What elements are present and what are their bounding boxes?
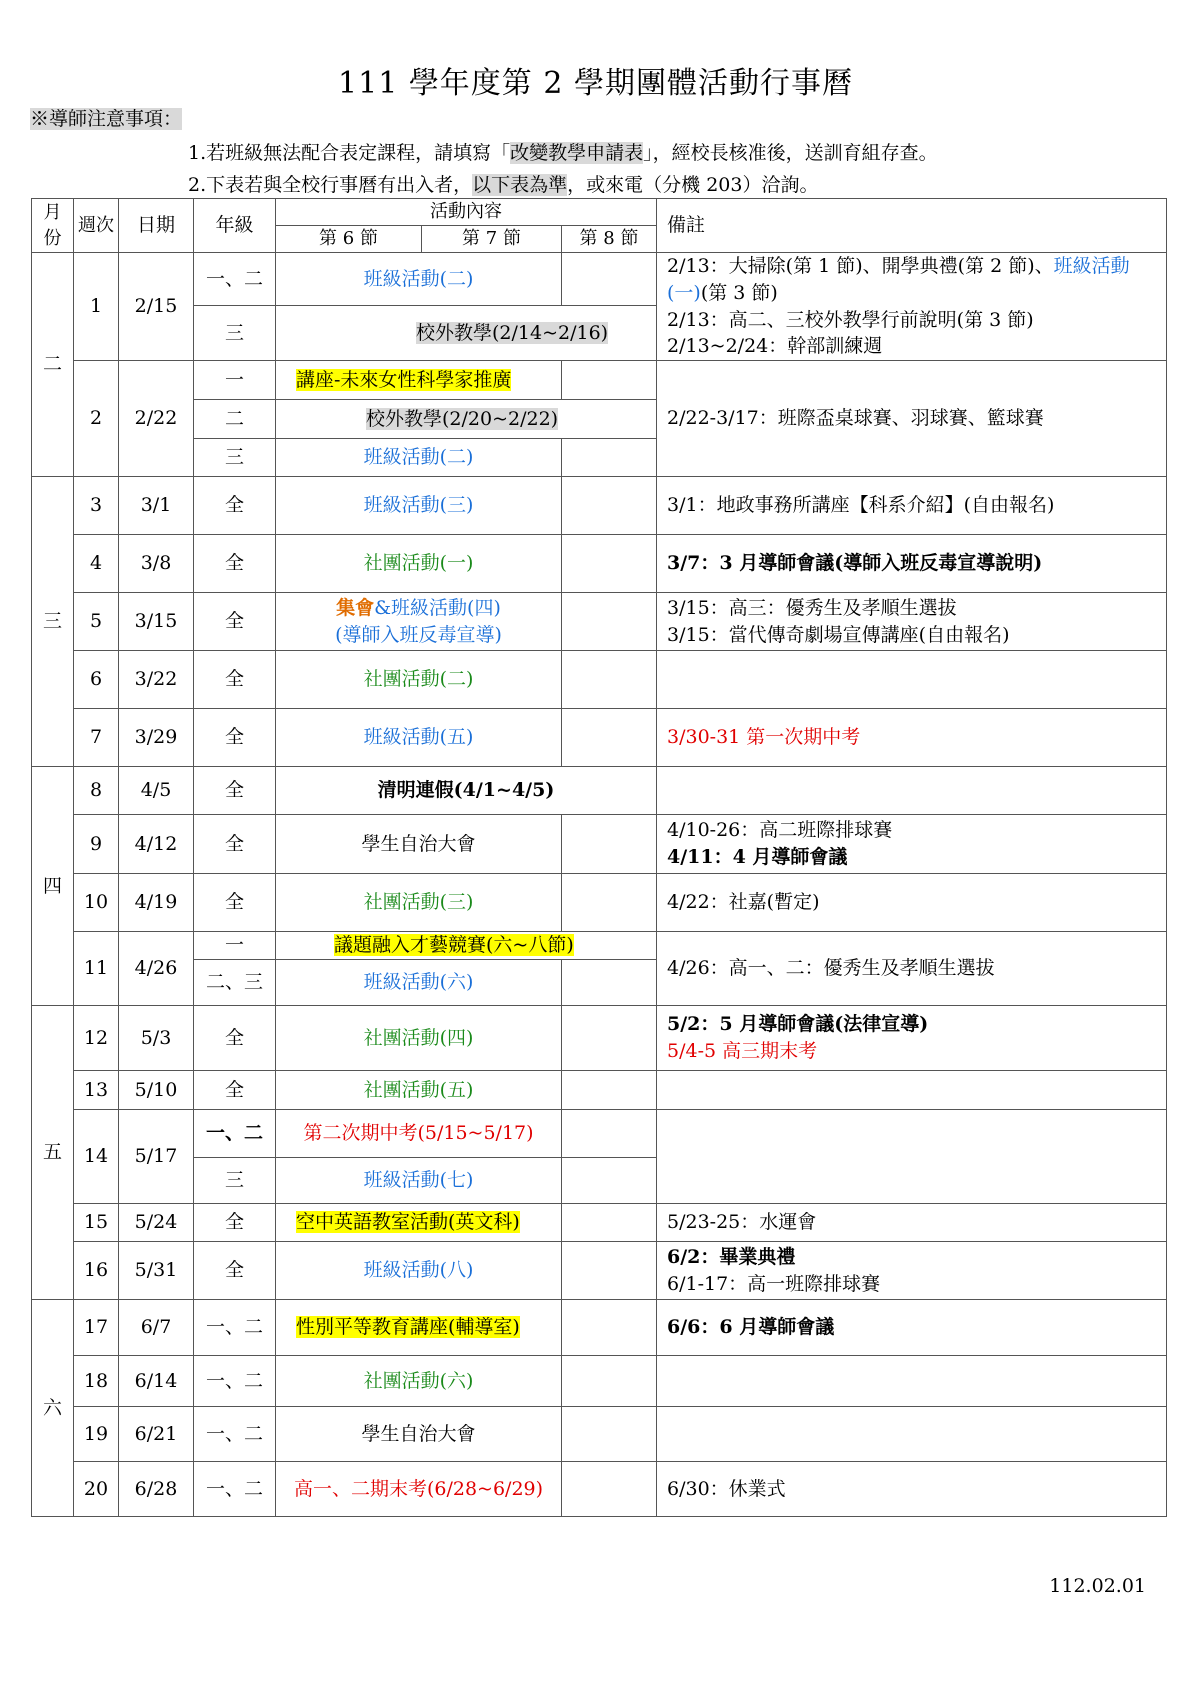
grade-cell: 三	[194, 1158, 276, 1204]
activity-text: 講座-未來女性科學家推廣	[296, 368, 512, 391]
grade-cell: 全	[194, 1071, 276, 1110]
remark-line: 5/2：5 月導師會議(法律宣導)	[667, 1013, 929, 1036]
week-cell: 15	[74, 1204, 119, 1242]
week-cell: 4	[74, 535, 119, 593]
grade-cell: 一	[194, 932, 276, 960]
remark-cell	[657, 593, 1167, 651]
date-cell: 4/5	[119, 767, 194, 815]
remark-line: 3/15：高三：優秀生及孝順生選拔	[667, 596, 957, 619]
date-cell: 5/3	[119, 1006, 194, 1071]
date-cell: 2/22	[119, 361, 194, 477]
activity-cell: 班級活動(七)	[276, 1158, 562, 1204]
grade-cell: 全	[194, 1006, 276, 1071]
table-row	[32, 1006, 1167, 1071]
remark-line: 4/10-26：高二班際排球賽	[667, 819, 893, 842]
period-8-cell	[562, 1462, 657, 1517]
period-8-cell	[562, 477, 657, 535]
date-cell: 3/15	[119, 593, 194, 651]
remark-cell	[657, 767, 1167, 815]
remark-cell	[657, 1071, 1167, 1110]
week-cell: 7	[74, 709, 119, 767]
table-row	[32, 651, 1167, 709]
remark-cell: 5/23-25：水運會	[657, 1204, 1167, 1242]
remark-line: 2/13：高二、三校外教學行前說明(第 3 節)	[667, 308, 1034, 331]
activity-cell: 班級活動(三)	[276, 477, 562, 535]
document-date: 112.02.01	[1049, 1575, 1146, 1597]
activity-cell: 社團活動(一)	[276, 535, 562, 593]
grade-cell: 一	[194, 361, 276, 400]
period-8-cell	[562, 815, 657, 874]
grade-cell: 三	[194, 306, 276, 361]
remark-cell: 3/7：3 月導師會議(導師入班反毒宣導說明)	[657, 535, 1167, 593]
date-cell: 5/10	[119, 1071, 194, 1110]
activity-cell: 班級活動(二)	[276, 439, 562, 477]
note-1-post: 」，經校長核准後，送訓育組存查。	[643, 142, 938, 164]
grade-cell: 全	[194, 535, 276, 593]
grade-cell: 一、二	[194, 1356, 276, 1407]
activity-cell	[276, 932, 657, 960]
activity-cell: 社團活動(五)	[276, 1071, 562, 1110]
period-8-cell	[562, 1006, 657, 1071]
header-week: 週次	[74, 199, 119, 253]
notice-label	[30, 104, 182, 131]
activity-cell: 學生自治大會	[276, 815, 562, 874]
grade-cell: 全	[194, 767, 276, 815]
month-cell: 三	[32, 477, 74, 767]
activity-line	[280, 595, 557, 622]
week-cell: 18	[74, 1356, 119, 1407]
date-cell: 3/22	[119, 651, 194, 709]
table-row	[32, 1110, 1167, 1158]
date-cell: 4/12	[119, 815, 194, 874]
month-cell: 四	[32, 767, 74, 1006]
activity-text: 校外教學(2/20~2/22)	[366, 407, 559, 430]
header-content: 活動內容	[276, 199, 657, 226]
table-row	[32, 361, 1167, 400]
week-cell: 9	[74, 815, 119, 874]
remark-cell	[657, 1356, 1167, 1407]
period-8-cell	[562, 1158, 657, 1204]
activity-calendar-table	[31, 198, 1167, 1517]
activity-cell: 學生自治大會	[276, 1407, 562, 1462]
activity-line: (導師入班反毒宣導)	[335, 623, 502, 646]
remark-line: 6/2：畢業典禮	[667, 1245, 796, 1268]
activity-cell: 社團活動(四)	[276, 1006, 562, 1071]
header-date: 日期	[119, 199, 194, 253]
period-8-cell	[562, 1242, 657, 1300]
week-cell: 8	[74, 767, 119, 815]
header-period-8: 第 8 節	[562, 226, 657, 253]
date-cell: 5/31	[119, 1242, 194, 1300]
activity-cell: 班級活動(八)	[276, 1242, 562, 1300]
activity-cell	[276, 1300, 562, 1356]
note-2-pre: 2.下表若與全校行事曆有出入者，	[188, 174, 473, 196]
week-cell: 12	[74, 1006, 119, 1071]
activity-cell: 班級活動(二)	[276, 253, 562, 306]
activity-cell: 社團活動(二)	[276, 651, 562, 709]
grade-cell: 一、二	[194, 1300, 276, 1356]
header-period-6: 第 6 節	[276, 226, 422, 253]
table-row	[32, 1407, 1167, 1462]
remark-cell	[657, 1006, 1167, 1071]
period-8-cell	[562, 651, 657, 709]
activity-cell: 社團活動(三)	[276, 874, 562, 932]
table-row	[32, 1242, 1167, 1300]
table-row	[32, 874, 1167, 932]
remark-cell	[657, 253, 1167, 361]
grade-cell: 全	[194, 1204, 276, 1242]
remark-text: (第 3 節)	[700, 281, 778, 304]
grade-cell: 一、二	[194, 1462, 276, 1517]
table-row	[32, 709, 1167, 767]
week-cell: 6	[74, 651, 119, 709]
note-1-highlight: 改變教學申請表	[510, 142, 644, 164]
remark-cell	[657, 651, 1167, 709]
week-cell: 13	[74, 1071, 119, 1110]
period-8-cell	[562, 1204, 657, 1242]
grade-cell: 全	[194, 593, 276, 651]
remark-cell	[657, 815, 1167, 874]
activity-text: 空中英語教室活動(英文科)	[296, 1211, 520, 1234]
date-cell: 6/14	[119, 1356, 194, 1407]
activity-cell: 社團活動(六)	[276, 1356, 562, 1407]
grade-cell: 二	[194, 400, 276, 439]
date-cell: 5/24	[119, 1204, 194, 1242]
grade-cell: 二、三	[194, 960, 276, 1006]
activity-cell: 班級活動(六)	[276, 960, 562, 1006]
period-8-cell	[562, 535, 657, 593]
remark-line	[667, 253, 1162, 306]
note-2	[188, 170, 818, 197]
table-row	[32, 1300, 1167, 1356]
week-cell: 10	[74, 874, 119, 932]
date-cell: 6/28	[119, 1462, 194, 1517]
grade-cell: 三	[194, 439, 276, 477]
period-8-cell	[562, 709, 657, 767]
activity-cell	[276, 400, 657, 439]
activity-text: 校外教學(2/14~2/16)	[416, 321, 609, 344]
grade-cell: 一、二	[194, 1110, 276, 1158]
table-row	[32, 815, 1167, 874]
remark-cell: 3/1：地政事務所講座【科系介紹】(自由報名)	[657, 477, 1167, 535]
activity-text: 性別平等教育講座(輔導室)	[296, 1316, 520, 1339]
remark-cell	[657, 1110, 1167, 1204]
period-8-cell	[562, 1407, 657, 1462]
period-8-cell	[562, 593, 657, 651]
note-1-pre: 1.若班級無法配合表定課程，請填寫「	[188, 142, 511, 164]
grade-cell: 全	[194, 874, 276, 932]
date-cell: 4/19	[119, 874, 194, 932]
table-row	[32, 593, 1167, 651]
note-1	[188, 138, 938, 165]
grade-cell: 全	[194, 477, 276, 535]
date-cell: 6/21	[119, 1407, 194, 1462]
period-8-cell	[562, 1110, 657, 1158]
activity-cell: 班級活動(五)	[276, 709, 562, 767]
activity-text: &班級活動(四)	[374, 596, 501, 619]
header-grade: 年級	[194, 199, 276, 253]
period-8-cell	[562, 1356, 657, 1407]
date-cell: 3/1	[119, 477, 194, 535]
activity-cell	[276, 593, 562, 651]
grade-cell: 全	[194, 815, 276, 874]
table-row	[32, 253, 1167, 306]
period-8-cell	[562, 1300, 657, 1356]
grade-cell: 一、二	[194, 253, 276, 306]
week-cell: 11	[74, 932, 119, 1006]
period-8-cell	[562, 1071, 657, 1110]
remark-cell: 2/22-3/17：班際盃桌球賽、羽球賽、籃球賽	[657, 361, 1167, 477]
period-8-cell	[562, 874, 657, 932]
activity-text: 集會	[336, 596, 375, 619]
table-row	[32, 477, 1167, 535]
remark-text: 2/13：大掃除(第 1 節)、開學典禮(第 2 節)、	[667, 255, 1054, 278]
remark-text: 班級活動(一)	[667, 255, 1130, 304]
week-cell: 2	[74, 361, 119, 477]
page-title: 111 學年度第 2 學期團體活動行事曆	[338, 66, 853, 101]
week-cell: 3	[74, 477, 119, 535]
week-cell: 1	[74, 253, 119, 361]
date-cell: 3/8	[119, 535, 194, 593]
week-cell: 5	[74, 593, 119, 651]
activity-cell	[276, 1204, 562, 1242]
grade-cell: 一、二	[194, 1407, 276, 1462]
period-8-cell	[562, 960, 657, 1006]
date-cell: 2/15	[119, 253, 194, 361]
remark-cell	[657, 1407, 1167, 1462]
remark-line: 6/1-17：高一班際排球賽	[667, 1272, 881, 1295]
activity-cell	[276, 361, 562, 400]
table-row	[32, 1356, 1167, 1407]
week-cell: 14	[74, 1110, 119, 1204]
month-cell: 六	[32, 1300, 74, 1517]
grade-cell: 全	[194, 709, 276, 767]
table-row	[32, 535, 1167, 593]
period-8-cell	[562, 253, 657, 306]
remark-cell: 4/26：高一、二：優秀生及孝順生選拔	[657, 932, 1167, 1006]
note-2-highlight: 以下表為準	[472, 174, 568, 196]
week-cell: 20	[74, 1462, 119, 1517]
table-row	[32, 1204, 1167, 1242]
date-cell: 5/17	[119, 1110, 194, 1204]
period-8-cell	[562, 439, 657, 477]
grade-cell: 全	[194, 651, 276, 709]
remark-line: 3/15：當代傳奇劇場宣傳講座(自由報名)	[667, 623, 1010, 646]
activity-text: 議題融入才藝競賽(六~八節)	[334, 934, 574, 957]
week-cell: 17	[74, 1300, 119, 1356]
remark-cell	[657, 1242, 1167, 1300]
remark-cell: 6/30：休業式	[657, 1462, 1167, 1517]
month-cell: 五	[32, 1006, 74, 1300]
date-cell: 6/7	[119, 1300, 194, 1356]
week-cell: 16	[74, 1242, 119, 1300]
activity-cell: 第二次期中考(5/15~5/17)	[276, 1110, 562, 1158]
activity-cell	[276, 306, 657, 361]
remark-cell: 4/22：社嘉(暫定)	[657, 874, 1167, 932]
table-row	[32, 932, 1167, 960]
remark-line: 2/13~2/24：幹部訓練週	[667, 335, 883, 358]
header-month: 月份	[32, 199, 74, 253]
remark-cell: 6/6：6 月導師會議	[657, 1300, 1167, 1356]
grade-cell: 全	[194, 1242, 276, 1300]
remark-line: 5/4-5 高三期末考	[667, 1040, 818, 1062]
date-cell: 3/29	[119, 709, 194, 767]
header-row-1	[32, 199, 1167, 226]
remark-line: 4/11：4 月導師會議	[667, 846, 848, 868]
table-row	[32, 1071, 1167, 1110]
note-2-post: ，或來電（分機 203）洽詢。	[567, 174, 819, 196]
header-remark: 備註	[657, 199, 1167, 253]
header-period-7: 第 7 節	[422, 226, 562, 253]
week-cell: 19	[74, 1407, 119, 1462]
date-cell: 4/26	[119, 932, 194, 1006]
activity-cell: 高一、二期末考(6/28~6/29)	[276, 1462, 562, 1517]
month-cell: 二	[32, 253, 74, 477]
notice-label-text: ※導師注意事項：	[30, 108, 183, 130]
table-row	[32, 767, 1167, 815]
activity-cell: 清明連假(4/1~4/5)	[276, 767, 657, 815]
table-row	[32, 1462, 1167, 1517]
period-8-cell	[562, 361, 657, 400]
remark-cell: 3/30-31 第一次期中考	[657, 709, 1167, 767]
